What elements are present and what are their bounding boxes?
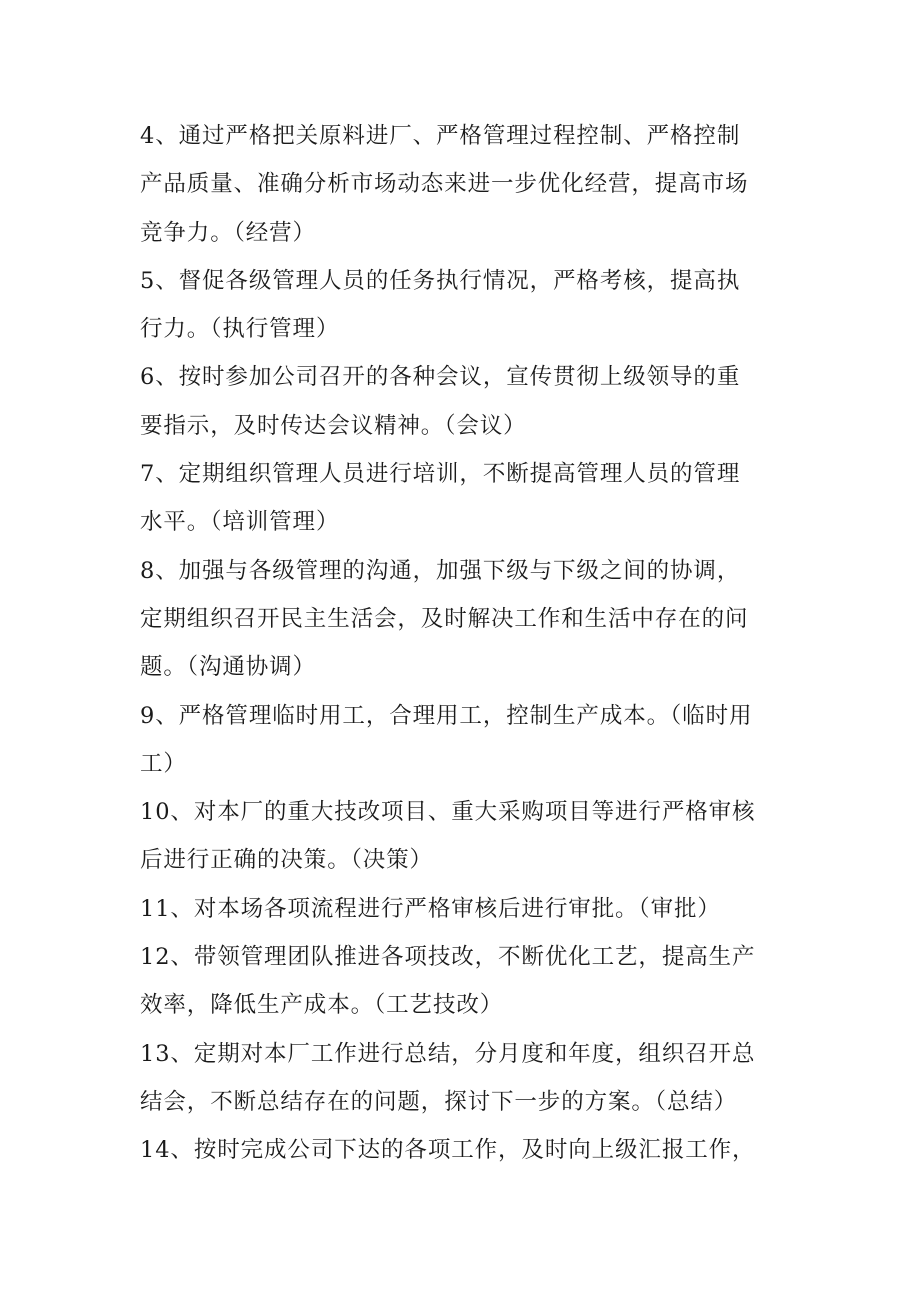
text-line-12: 题。（沟通协调） [140,654,316,681]
text-line-17: 11、对本场各项流程进行严格审核后进行审批。（审批） [140,895,721,922]
text-line-18: 12、带领管理团队推进各项技改，不断优化工艺，提高生产 [140,944,756,971]
text-line-20: 13、定期对本厂工作进行总结，分月度和年度，组织召开总 [140,1040,756,1067]
text-line-13: 9、严格管理临时用工，合理用工，控制生产成本。（临时用 [140,702,753,729]
text-line-14: 工） [140,750,187,777]
text-line-2: 产品质量、准确分析市场动态来进一步优化经营，提高市场 [140,171,749,198]
text-line-8: 7、定期组织管理人员进行培训，不断提高管理人员的管理 [140,461,741,488]
text-line-21: 结会，不断总结存在的问题，探讨下一步的方案。（总结） [140,1088,738,1115]
document-body [140,112,785,1175]
text-line-22: 14、按时完成公司下达的各项工作，及时向上级汇报工作， [140,1137,756,1164]
text-line-1: 4、通过严格把关原料进厂、严格管理过程控制、严格控制 [140,123,741,149]
text-line-10: 8、加强与各级管理的沟通，加强下级与下级之间的协调， [140,557,741,584]
text-line-11: 定期组织召开民主生活会，及时解决工作和生活中存在的问 [140,605,749,632]
text-line-5: 行力。（执行管理） [140,316,340,343]
text-line-3: 竞争力。（经营） [140,219,316,246]
text-line-15: 10、对本厂的重大技改项目、重大采购项目等进行严格审核 [140,799,756,826]
text-line-9: 水平。（培训管理） [140,509,340,536]
text-line-19: 效率，降低生产成本。（工艺技改） [140,992,504,1019]
text-line-6: 6、按时参加公司召开的各种会议，宣传贯彻上级领导的重 [140,364,741,391]
text-line-16: 后进行正确的决策。（决策） [140,847,433,874]
text-line-7: 要指示，及时传达会议精神。（会议） [140,412,527,439]
text-line-4: 5、督促各级管理人员的任务执行情况，严格考核，提高执 [140,267,741,294]
